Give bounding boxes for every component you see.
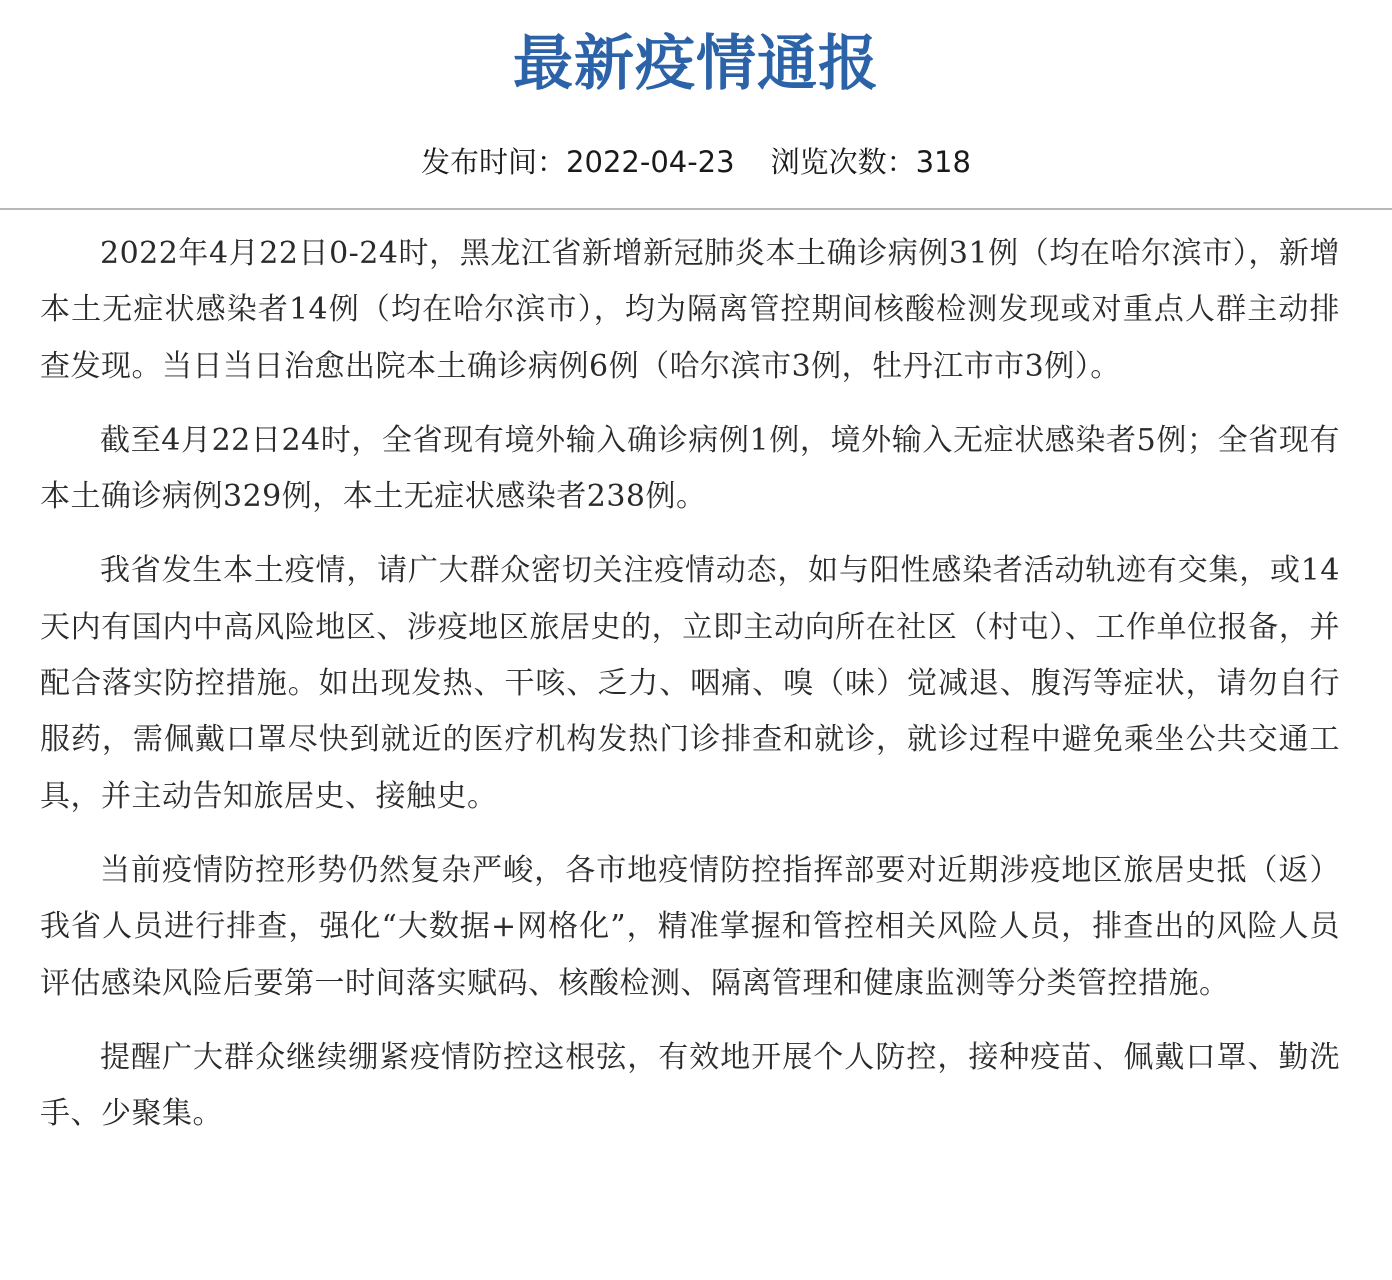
article-meta bbox=[0, 142, 1392, 182]
header-divider bbox=[0, 208, 1392, 210]
view-count: 318 bbox=[915, 145, 971, 179]
article-header bbox=[0, 0, 1392, 210]
paragraph-control-measures: 当前疫情防控形势仍然复杂严峻，各市地疫情防控指挥部要对近期涉疫地区旅居史抵（返）我省人员进行排查，强化“大数据+网格化”，精准掌握和管控相关风险人员，排查出的风险人员评估感染风险后要第一时间落实赋码、核酸检测、隔离管理和健康监测等分类管控措施。 bbox=[40, 852, 1340, 1001]
page-title: 最新疫情通报 bbox=[513, 29, 879, 99]
paragraph-current-totals: 截至4月22日24时，全省现有境外输入确诊病例1例，境外输入无症状感染者5例；全省现有本土确诊病例329例，本土无症状感染者238例。 bbox=[40, 422, 1340, 515]
paragraph-new-cases: 2022年4月22日0-24时，黑龙江省新增新冠肺炎本土确诊病例31例（均在哈尔滨市），新增本土无症状感染者14例（均在哈尔滨市），均为隔离管控期间核酸检测发现或对重点人群主动排查发现。当日当日治愈出院本土确诊病例6例（哈尔滨市3例，牡丹江市市3例）。 bbox=[40, 236, 1340, 384]
paragraph-public-advice: 我省发生本土疫情，请广大群众密切关注疫情动态，如与阳性感染者活动轨迹有交集，或14天内有国内中高风险地区、涉疫地区旅居史的，立即主动向所在社区（村屯）、工作单位报备，并配合落实防控措施。如出现发热、干咳、乏力、咽痛、嗅（味）觉减退、腹泻等症状，请勿自行服药，需佩戴口罩尽快到就近的医疗机构发热门诊排查和就诊，就诊过程中避免乘坐公共交通工具，并主动告知旅居史、接触史。 bbox=[40, 553, 1340, 814]
paragraph-reminder: 提醒广大群众继续绷紧疫情防控这根弦，有效地开展个人防控，接种疫苗、佩戴口罩、勤洗手、少聚集。 bbox=[40, 1039, 1340, 1132]
view-count-label: 浏览次数： bbox=[770, 145, 916, 179]
publish-date: 2022-04-23 bbox=[566, 145, 735, 179]
article-body bbox=[40, 226, 1340, 1160]
publish-time-label: 发布时间： bbox=[421, 145, 567, 179]
